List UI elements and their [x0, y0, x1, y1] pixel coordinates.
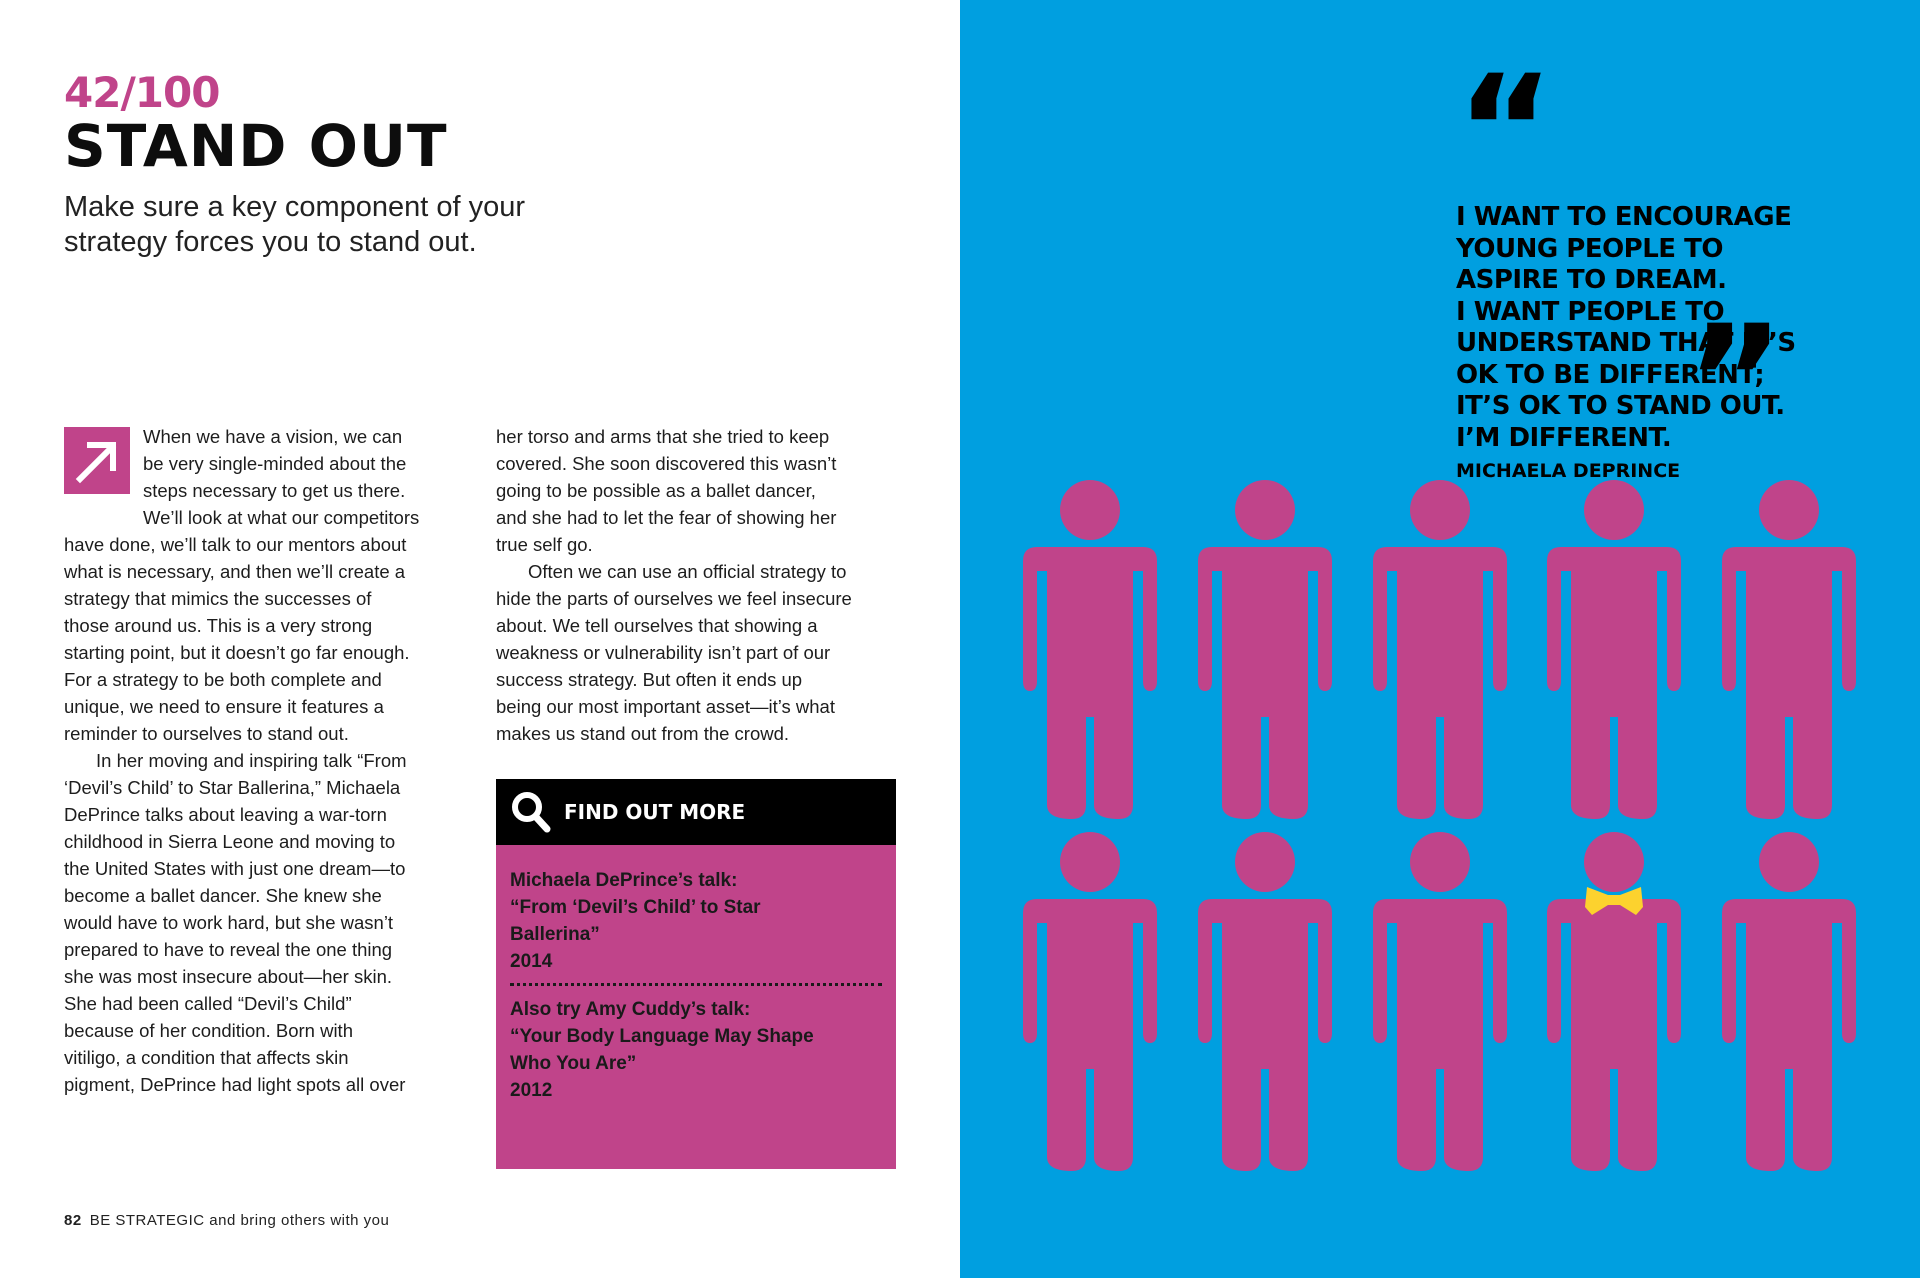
- resource-item: [496, 996, 896, 1104]
- close-quote-icon: ”: [1686, 294, 1777, 468]
- person-body: [1023, 547, 1157, 819]
- body-line: weakness or vulnerability isn’t part of our: [496, 642, 831, 663]
- quote-line: I WANT TO ENCOURAGE: [1456, 202, 1792, 232]
- person-head: [1060, 480, 1120, 540]
- person-body: [1722, 547, 1856, 819]
- person-head: [1410, 480, 1470, 540]
- person-head: [1759, 480, 1819, 540]
- resource-line: “From ‘Devil’s Child’ to Star: [510, 897, 761, 918]
- person-figure: [1547, 480, 1681, 819]
- person-figure: [1023, 832, 1157, 1171]
- pull-quote: [1456, 44, 1796, 482]
- quote-line: YOUNG PEOPLE TO: [1456, 233, 1723, 264]
- quote-line: IT’S OK TO STAND OUT.: [1456, 391, 1785, 421]
- body-line: she was most insecure about—her skin.: [64, 966, 393, 987]
- body-line: those around us. This is a very strong: [64, 615, 373, 636]
- resource-line: Who You Are”: [510, 1053, 637, 1074]
- page-number: 82: [64, 1212, 82, 1229]
- body-line: success strategy. But often it ends up: [496, 669, 803, 690]
- body-line: hide the parts of ourselves we feel insecure: [496, 588, 852, 609]
- person-body: [1198, 547, 1332, 819]
- body-line: vitiligo, a condition that affects skin: [64, 1047, 349, 1068]
- body-line: steps necessary to get us there.: [143, 480, 406, 501]
- body-line: covered. She soon discovered this wasn’t: [496, 453, 837, 474]
- subtitle-line: strategy forces you to stand out.: [64, 226, 477, 258]
- tip-number: 42/100: [64, 68, 220, 117]
- body-line: starting point, but it doesn’t go far enough.: [64, 642, 410, 663]
- person-head: [1584, 832, 1644, 892]
- quote-line: I’M DIFFERENT.: [1456, 422, 1672, 453]
- person-figure: [1198, 480, 1332, 819]
- body-line: She had been called “Devil’s Child”: [64, 993, 352, 1014]
- body-column-1: [64, 423, 419, 1098]
- open-quote-icon: “: [1456, 44, 1547, 218]
- page-footer: [64, 1212, 389, 1229]
- resource-line: Ballerina”: [510, 924, 600, 945]
- body-line: have done, we’ll talk to our mentors about: [64, 534, 407, 555]
- body-line: because of her condition. Born with: [64, 1020, 353, 1041]
- resource-line: Michaela DePrince’s talk:: [510, 870, 738, 891]
- resource-line: Also try Amy Cuddy’s talk:: [510, 999, 751, 1020]
- body-line: Often we can use an official strategy to: [528, 561, 847, 582]
- body-line: her torso and arms that she tried to keep: [496, 426, 830, 447]
- body-line: prepared to have to reveal the one thing: [64, 939, 393, 960]
- body-line: makes us stand out from the crowd.: [496, 723, 790, 744]
- body-line: about. We tell ourselves that showing a: [496, 615, 818, 636]
- person-head: [1235, 480, 1295, 540]
- person-head: [1410, 832, 1470, 892]
- resource-year: 2014: [510, 951, 553, 972]
- quote-line: I WANT PEOPLE TO: [1456, 296, 1725, 327]
- body-line: DePrince talks about leaving a war-torn: [64, 804, 387, 825]
- person-head: [1060, 832, 1120, 892]
- body-line: being our most important asset—it’s what: [496, 696, 835, 717]
- body-line: In her moving and inspiring talk “From: [96, 750, 407, 771]
- page-title: STAND OUT: [64, 112, 448, 180]
- person-figure: [1373, 832, 1507, 1171]
- magnifier-icon: [510, 790, 552, 834]
- body-line: true self go.: [496, 534, 593, 555]
- resource-line: “Your Body Language May Shape: [510, 1026, 814, 1047]
- running-footer: BE STRATEGIC and bring others with you: [89, 1212, 390, 1229]
- subtitle: [64, 190, 525, 260]
- body-line: would have to work hard, but she wasn’t: [64, 912, 394, 933]
- body-line: unique, we need to ensure it features a: [64, 696, 384, 717]
- find-out-more-heading: FIND OUT MORE: [564, 800, 746, 824]
- body-line: ‘Devil’s Child’ to Star Ballerina,” Michaela: [64, 777, 401, 798]
- person-figure: [1198, 832, 1332, 1171]
- person-head: [1584, 480, 1644, 540]
- person-figure: [1722, 832, 1856, 1171]
- quote-line: ASPIRE TO DREAM.: [1456, 265, 1727, 295]
- body-line: When we have a vision, we can: [143, 426, 403, 447]
- body-line: going to be possible as a ballet dancer,: [496, 480, 816, 501]
- person-head: [1759, 832, 1819, 892]
- person-body: [1373, 899, 1507, 1171]
- body-line: the United States with just one dream—to: [64, 858, 406, 879]
- person-figure: [1023, 480, 1157, 819]
- dotted-divider: [510, 983, 882, 986]
- find-out-more-header: [496, 779, 896, 845]
- find-out-more-box: [496, 779, 896, 1169]
- body-line: be very single-minded about the: [143, 453, 407, 474]
- body-line: childhood in Sierra Leone and moving to: [64, 831, 396, 852]
- body-line: what is necessary, and then we’ll create a: [64, 561, 406, 582]
- person-body: [1198, 899, 1332, 1171]
- body-line: We’ll look at what our competitors: [143, 507, 420, 528]
- person-body: [1722, 899, 1856, 1171]
- person-figure: [1722, 480, 1856, 819]
- quote-author: MICHAELA DEPRINCE: [1456, 460, 1681, 482]
- quote-line: UNDERSTAND THAT IT’S: [1456, 328, 1796, 358]
- person-body: [1547, 547, 1681, 819]
- body-column-2: [496, 423, 852, 747]
- person-body: [1373, 547, 1507, 819]
- resource-year: 2012: [510, 1080, 553, 1101]
- body-line: pigment, DePrince had light spots all over: [64, 1074, 406, 1095]
- quote-line: OK TO BE DIFFERENT;: [1456, 359, 1765, 390]
- body-line: For a strategy to be both complete and: [64, 669, 382, 690]
- person-body: [1023, 899, 1157, 1171]
- body-line: become a ballet dancer. She knew she: [64, 885, 382, 906]
- subtitle-line: Make sure a key component of your: [64, 191, 526, 223]
- body-line: strategy that mimics the successes of: [64, 588, 372, 609]
- person-body: [1547, 899, 1681, 1171]
- body-line: reminder to ourselves to stand out.: [64, 723, 349, 744]
- body-line: and she had to let the fear of showing her: [496, 507, 837, 528]
- person-figure: [1373, 480, 1507, 819]
- person-head: [1235, 832, 1295, 892]
- person-figure: [1547, 832, 1681, 1171]
- resource-item: [496, 867, 896, 975]
